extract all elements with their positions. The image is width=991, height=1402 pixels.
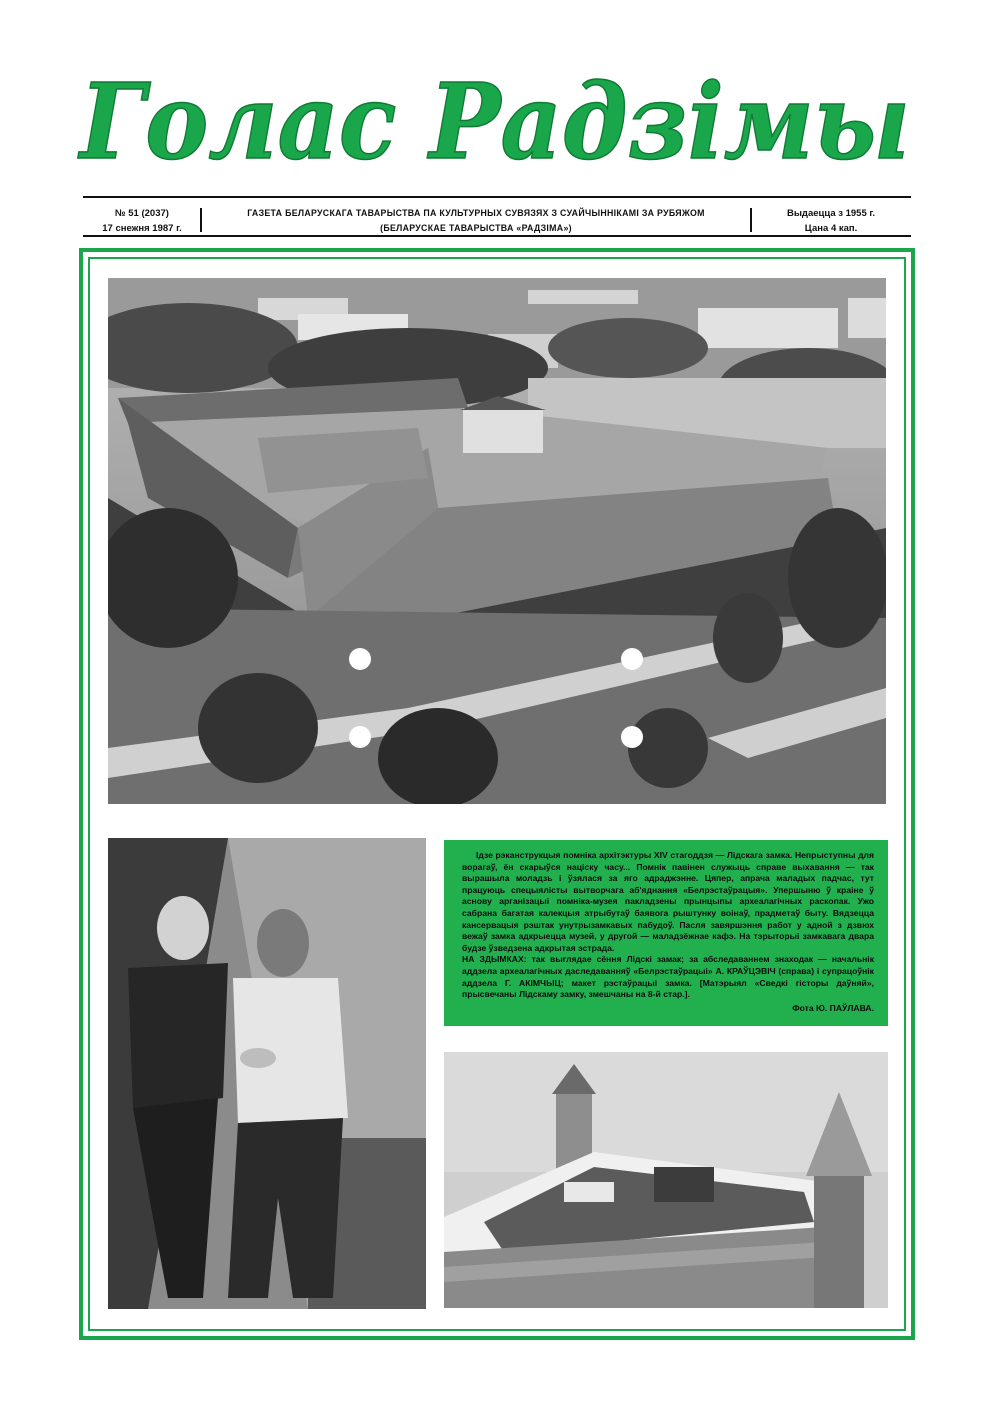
issue-info xyxy=(88,206,196,236)
price-info xyxy=(756,206,906,236)
caption-box xyxy=(444,840,888,1026)
masthead xyxy=(70,40,920,190)
issue-date: 17 снежня 1987 г. xyxy=(102,223,182,234)
caption-photos-note: НА ЗДЫМКАХ: так выглядае сёння Лідскі замак; за абследаваннем знаходак — начальнік аддзела археалагічных даследаванняў «Белрэстаўрацыі» А. КРАЎЦЭВІЧ (справа) і супрацоўнік аддзела Г. АКІМЧЫЦ; макет рэстаўрацыі замка. [Матэрыял «Сведкі гісторы даўняй», прысвечаны Лідскаму замку, змешчаны на 8-й стар.]. xyxy=(462,954,874,1000)
header-divider-left xyxy=(200,208,202,232)
caption-paragraph: Ідзе рэканструкцыя помніка архітэктуры XIV стагоддзя — Лідскага замка. Непрыступны для ворагаў, ён скарыўся націску часу... Помнік павінен служыць справе выхавання — так вырашыла моладзь і ўзялася за яго адраджэнне. Цяпер, апрача маладых падчас, тут працуюць спецыялісты вытворчага аб'яднання «Белрэстаўрацыя». Упершыню ў краіне ў аснову арганізацыі помніка-музея пакладзены прынцыпы археалагічных раскопак. Ужо сабрана багатая калекцыя атрыбутаў баявога рыштунку воінаў, прадметаў быту. Вядзецца кансервацыя рэштак унутрызамкавых пабудоў. Пасля завяршэння работ у адной з дзвюх вежаў замка адкрыецца музей, у другой — маладзёжнае кафэ. На тэрыторыі замкавага двара будзе ўзведзена адкрытая эстрада. xyxy=(462,850,874,953)
castle-model-photo xyxy=(444,1052,888,1308)
published-since: Выдаецца з 1955 г. xyxy=(786,208,876,219)
masthead-logo xyxy=(70,40,920,190)
researchers-photo xyxy=(108,838,426,1309)
header-divider-right xyxy=(750,208,752,232)
issue-number: № 51 (2037) xyxy=(115,208,169,219)
publisher-info xyxy=(206,206,746,236)
header-top-rule xyxy=(83,196,911,198)
photo-credit: Фота Ю. ПАЎЛАВА. xyxy=(792,1002,874,1013)
publisher-line-1: ГАЗЕТА БЕЛАРУСКАГА ТАВАРЫСТВА ПА КУЛЬТУРНЫХ СУВЯЗЯХ З СУАЙЧЫННІКАМІ ЗА РУБЯЖОМ xyxy=(247,208,705,218)
castle-aerial-photo xyxy=(108,278,886,804)
masthead-title: Голас Радзімы xyxy=(77,60,910,183)
publisher-line-2: (БЕЛАРУСКАЕ ТАВАРЫСТВА «РАДЗІМА») xyxy=(380,223,572,233)
price: Цана 4 кап. xyxy=(804,223,858,234)
header-bottom-rule xyxy=(83,235,911,237)
